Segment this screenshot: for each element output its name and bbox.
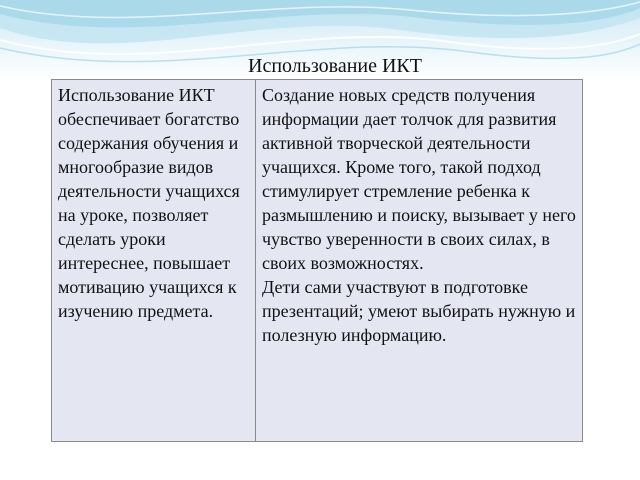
content-table [51, 79, 583, 442]
right-cell-paragraph-1: Создание новых средств получения информации дает толчок для развития активной творческой деятельности учащихся. Кроме того, такой подход стимулирует стремление ребенка к размышлению и поиску, вызывает у него чувство уверенности в своих силах, в своих возможностях. [262, 85, 576, 273]
slide-title: Использование ИКТ [248, 55, 422, 77]
left-cell [52, 80, 256, 442]
right-cell [256, 80, 583, 442]
right-cell-paragraph-2: Дети сами участвуют в подготовке презентаций; умеют выбирать нужную и полезную информацию. [262, 277, 576, 345]
left-cell-text: Использование ИКТ обеспечивает богатство содержания обучения и многообразие видов деятельности учащихся на уроке, позволяет сделать уроки интереснее, повышает мотивацию учащихся к изучению предмета. [58, 85, 240, 321]
table-row [52, 80, 583, 442]
